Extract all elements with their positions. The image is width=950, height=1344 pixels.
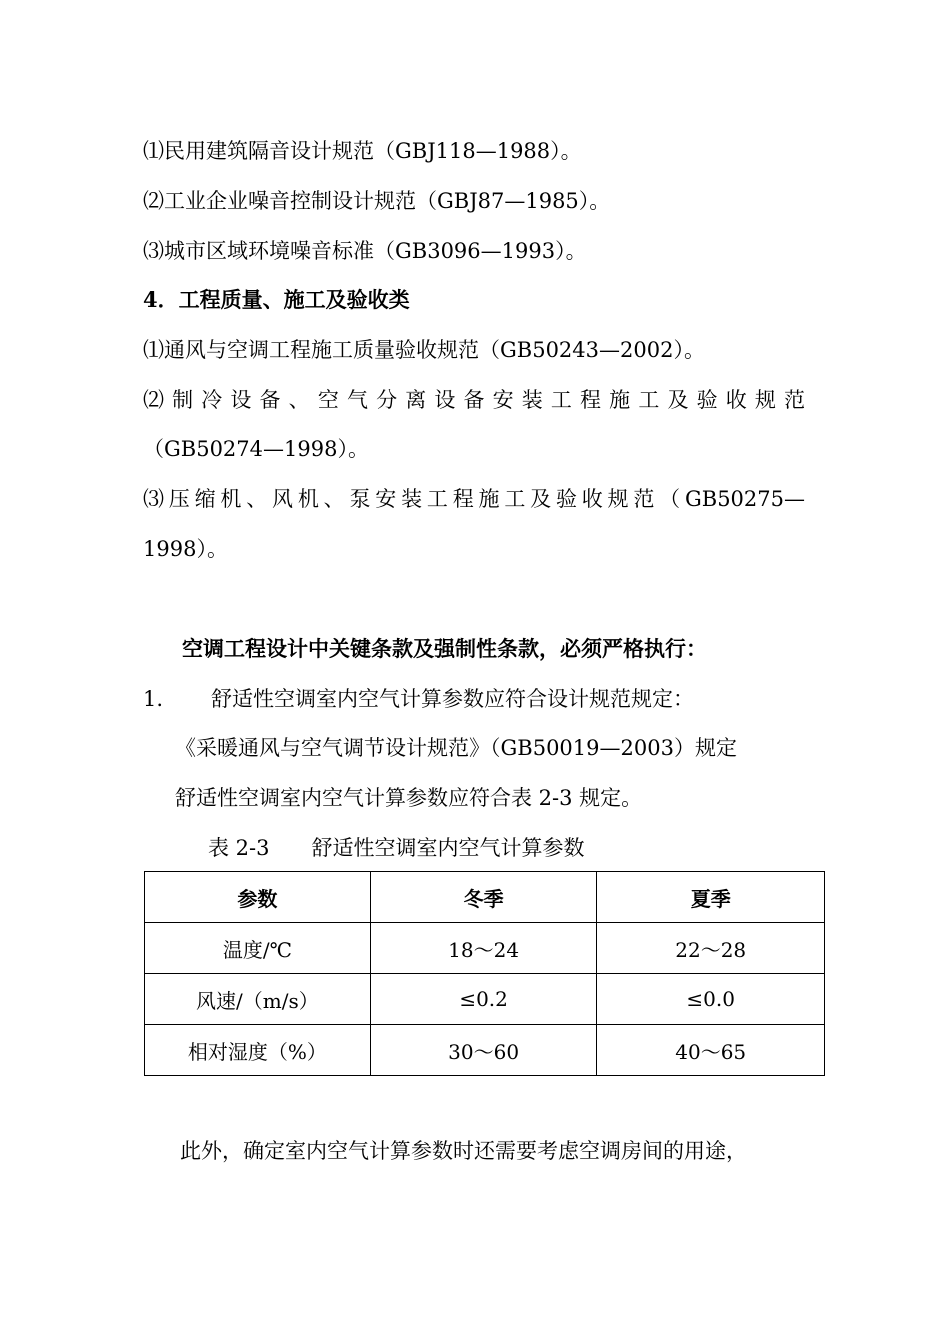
key-clause-item-1 — [143, 684, 694, 714]
table-header-cell: 夏季 — [597, 872, 825, 923]
standard-item-3: ⑶城市区域环境噪音标准（GB3096—1993）。 — [143, 239, 587, 263]
standard-item-2: ⑵工业企业噪音控制设计规范（GBJ87—1985）。 — [143, 189, 611, 213]
table-cell: 18～24 — [370, 923, 597, 974]
key-clause-line-3: 舒适性空调室内空气计算参数应符合表 2-3 规定。 — [175, 786, 643, 810]
section-4-item-3-line-2: 1998）。 — [143, 537, 228, 561]
section-4-item-2-line-1: ⑵制冷设备、空气分离设备安装工程施工及验收规范 — [143, 388, 805, 412]
key-clauses-heading: 空调工程设计中关键条款及强制性条款，必须严格执行： — [182, 636, 707, 661]
table-cell: ≤0.0 — [597, 974, 825, 1025]
table-row — [145, 1025, 825, 1076]
table-cell: 风速/（m/s） — [145, 974, 371, 1025]
section-4-item-3-line-1: ⑶压缩机、风机、泵安装工程施工及验收规范（GB50275— — [143, 487, 805, 511]
table-cell: 相对湿度（%） — [145, 1025, 371, 1076]
closing-paragraph: 此外，确定室内空气计算参数时还需要考虑空调房间的用途， — [180, 1139, 747, 1163]
standard-item-1: ⑴民用建筑隔音设计规范（GBJ118—1988）。 — [143, 139, 582, 163]
table-cell: 40～65 — [597, 1025, 825, 1076]
section-4-item-1: ⑴通风与空调工程施工质量验收规范（GB50243—2002）。 — [143, 338, 705, 362]
section-4-title: 4．工程质量、施工及验收类 — [143, 287, 410, 312]
table-cell: 30～60 — [370, 1025, 597, 1076]
table-caption: 表 2-3 舒适性空调室内空气计算参数 — [208, 836, 585, 860]
key-clause-line-2: 《采暖通风与空气调节设计规范》（GB50019—2003）规定 — [175, 736, 737, 760]
table-row — [145, 923, 825, 974]
table-cell: 温度/℃ — [145, 923, 371, 974]
key-clause-item-number: 1. — [143, 687, 164, 711]
table-header-row — [145, 872, 825, 923]
comfort-parameters-table — [144, 871, 825, 1076]
table-header-cell: 冬季 — [370, 872, 597, 923]
key-clause-item-text: 舒适性空调室内空气计算参数应符合设计规范规定： — [211, 687, 694, 711]
table-row — [145, 974, 825, 1025]
table-cell: ≤0.2 — [370, 974, 597, 1025]
table-cell: 22～28 — [597, 923, 825, 974]
table-header-cell: 参数 — [145, 872, 371, 923]
section-4-item-2-line-2: （GB50274—1998）。 — [143, 437, 369, 461]
